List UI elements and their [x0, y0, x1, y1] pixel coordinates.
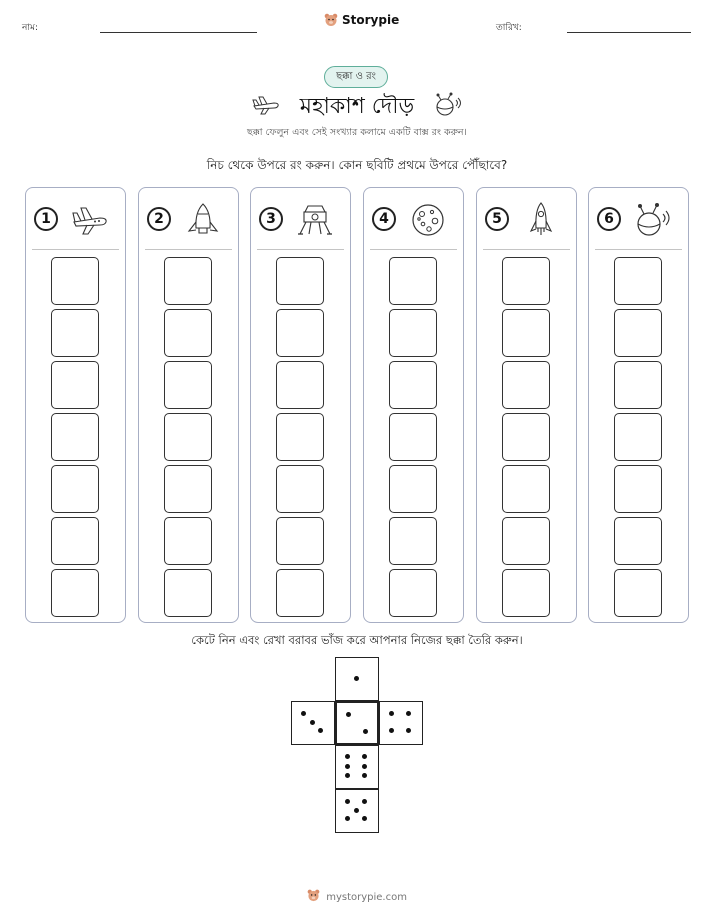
pip: [301, 711, 306, 716]
dice-face-4: [379, 701, 423, 745]
pip: [345, 773, 350, 778]
color-box[interactable]: [51, 465, 99, 513]
pip: [345, 764, 350, 769]
instruction-text: নিচ থেকে উপরে রং করুন। কোন ছবিটি প্রথমে উপরে পৌঁছাবে?: [206, 158, 508, 172]
color-box[interactable]: [51, 309, 99, 357]
color-box[interactable]: [164, 569, 212, 617]
bear-logo-icon: [307, 889, 320, 902]
brand-name: Storypie: [342, 13, 400, 27]
airplane-icon: [70, 202, 110, 238]
color-box[interactable]: [502, 413, 550, 461]
race-column-6: [588, 187, 689, 623]
color-box[interactable]: [389, 517, 437, 565]
color-box[interactable]: [614, 361, 662, 409]
color-box[interactable]: [502, 517, 550, 565]
page-subtitle: ছক্কা ফেলুন এবং সেই সংখ্যার কলামে একটি বাক্স রং করুন।: [247, 127, 467, 138]
cut-instruction: কেটে নিন এবং রেখা বরাবর ভাঁজ করে আপনার নিজের ছক্কা তৈরি করুন।: [191, 633, 523, 647]
race-column-1: [25, 187, 126, 623]
color-box[interactable]: [276, 361, 324, 409]
color-box[interactable]: [389, 569, 437, 617]
column-number: 1: [34, 207, 58, 231]
race-column-5: [476, 187, 577, 623]
pip: [362, 816, 367, 821]
page-title: মহাকাশ দৌড়: [299, 94, 415, 119]
date-line[interactable]: [567, 32, 691, 33]
pip: [363, 729, 368, 734]
pip: [362, 799, 367, 804]
bear-logo-icon: [324, 13, 338, 27]
color-box[interactable]: [51, 517, 99, 565]
color-box[interactable]: [51, 569, 99, 617]
color-box[interactable]: [389, 361, 437, 409]
color-box[interactable]: [164, 465, 212, 513]
pip: [345, 816, 350, 821]
activity-badge: ছক্কা ও রং: [324, 66, 388, 88]
pip: [362, 773, 367, 778]
color-box[interactable]: [51, 361, 99, 409]
color-box[interactable]: [502, 309, 550, 357]
color-box[interactable]: [51, 413, 99, 461]
color-box[interactable]: [276, 257, 324, 305]
dice-face-2: [335, 701, 379, 745]
race-column-2: [138, 187, 239, 623]
pip: [310, 720, 315, 725]
pip: [406, 728, 411, 733]
pip: [354, 676, 359, 681]
column-number: 4: [372, 207, 396, 231]
color-box[interactable]: [502, 361, 550, 409]
pip: [345, 799, 350, 804]
pip: [389, 711, 394, 716]
color-box[interactable]: [614, 413, 662, 461]
pip: [389, 728, 394, 733]
color-box[interactable]: [164, 413, 212, 461]
dice-face-1: [335, 657, 379, 701]
color-box[interactable]: [276, 569, 324, 617]
name-label: নাম:: [22, 23, 39, 33]
name-line[interactable]: [100, 32, 257, 33]
column-divider: [145, 249, 232, 250]
color-box[interactable]: [614, 517, 662, 565]
column-divider: [370, 249, 457, 250]
pip: [346, 712, 351, 717]
color-box[interactable]: [164, 361, 212, 409]
pip: [318, 728, 323, 733]
color-box[interactable]: [276, 465, 324, 513]
date-label: তারিখ:: [496, 23, 522, 33]
column-divider: [483, 249, 570, 250]
footer-url[interactable]: mystorypie.com: [326, 892, 407, 903]
color-box[interactable]: [502, 569, 550, 617]
footer: [0, 889, 714, 903]
satellite-title-icon: [432, 92, 464, 118]
rocket-icon: [183, 202, 223, 238]
color-box[interactable]: [164, 309, 212, 357]
pip: [406, 711, 411, 716]
color-box[interactable]: [614, 465, 662, 513]
color-box[interactable]: [389, 257, 437, 305]
dice-face-5: [335, 789, 379, 833]
pip: [345, 754, 350, 759]
dice-face-3: [291, 701, 335, 745]
race-column-4: [363, 187, 464, 623]
color-box[interactable]: [164, 257, 212, 305]
column-divider: [595, 249, 682, 250]
color-box[interactable]: [389, 309, 437, 357]
column-divider: [32, 249, 119, 250]
color-box[interactable]: [276, 517, 324, 565]
color-box[interactable]: [502, 465, 550, 513]
column-number: 6: [597, 207, 621, 231]
pip: [362, 764, 367, 769]
column-number: 3: [259, 207, 283, 231]
color-box[interactable]: [614, 309, 662, 357]
color-box[interactable]: [51, 257, 99, 305]
moon-icon: [408, 202, 448, 238]
rocket-ship-icon: [521, 202, 561, 238]
lunar-lander-icon: [295, 202, 335, 238]
brand-logo: [324, 13, 399, 27]
column-divider: [257, 249, 344, 250]
color-box[interactable]: [389, 413, 437, 461]
color-box[interactable]: [614, 569, 662, 617]
color-box[interactable]: [502, 257, 550, 305]
pip: [354, 808, 359, 813]
race-column-3: [250, 187, 351, 623]
satellite-icon: [633, 202, 673, 238]
column-number: 2: [147, 207, 171, 231]
color-box[interactable]: [276, 309, 324, 357]
pip: [362, 754, 367, 759]
column-number: 5: [485, 207, 509, 231]
color-box[interactable]: [164, 517, 212, 565]
dice-face-6: [335, 745, 379, 789]
color-box[interactable]: [614, 257, 662, 305]
color-box[interactable]: [389, 465, 437, 513]
color-box[interactable]: [276, 413, 324, 461]
